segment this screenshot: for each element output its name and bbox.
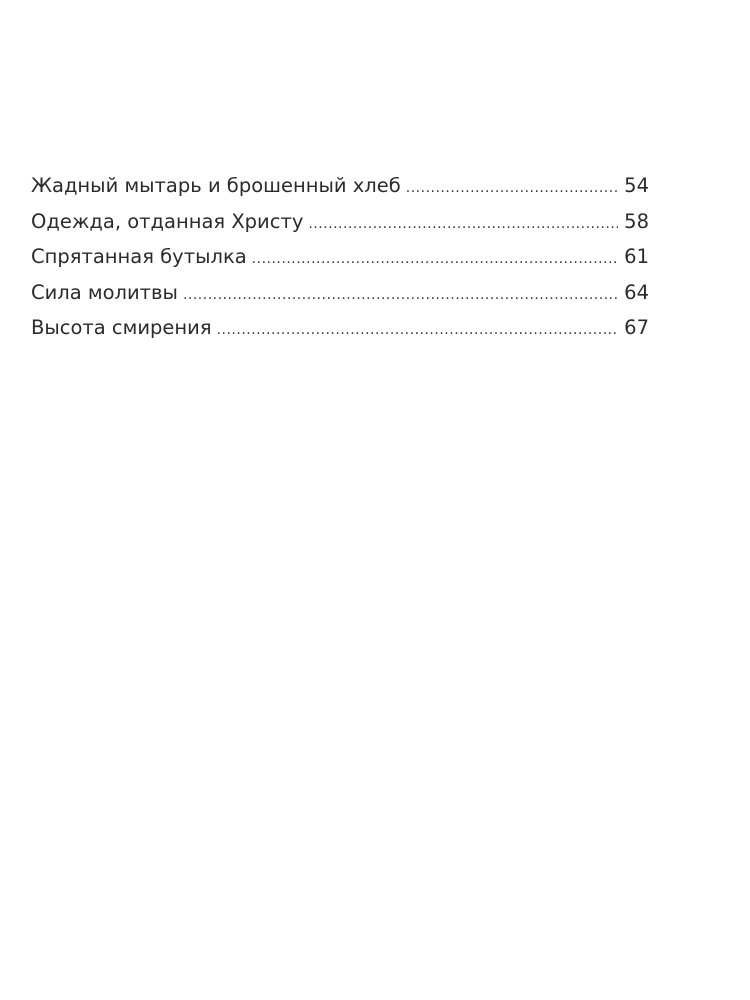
dot-leader [308,207,618,243]
toc-entry-title: Сила молитвы [31,280,178,304]
toc-entry [31,239,649,275]
toc-entry-title: Жадный мытарь и брошенный хлеб [31,174,401,197]
toc-entry-page-number: 64 [624,280,649,304]
toc-entry [31,168,649,204]
dot-leader [252,242,619,278]
dot-leader [183,278,618,314]
toc-entry-title: Одежда, отданная Христу [31,209,304,233]
toc-entry-page-number: 61 [624,245,649,268]
toc-entry [31,275,649,311]
dot-leader [217,313,619,349]
toc-entry [31,310,649,346]
toc-entry-page-number: 54 [624,174,649,197]
toc-entry-page-number: 67 [624,316,649,339]
dot-leader [406,171,618,207]
toc-entry-title: Спрятанная бутылка [31,245,247,268]
toc-entry-title: Высота смирения [31,316,212,339]
table-of-contents [31,168,649,346]
toc-entry-page-number: 58 [624,209,649,233]
toc-entry [31,204,649,240]
